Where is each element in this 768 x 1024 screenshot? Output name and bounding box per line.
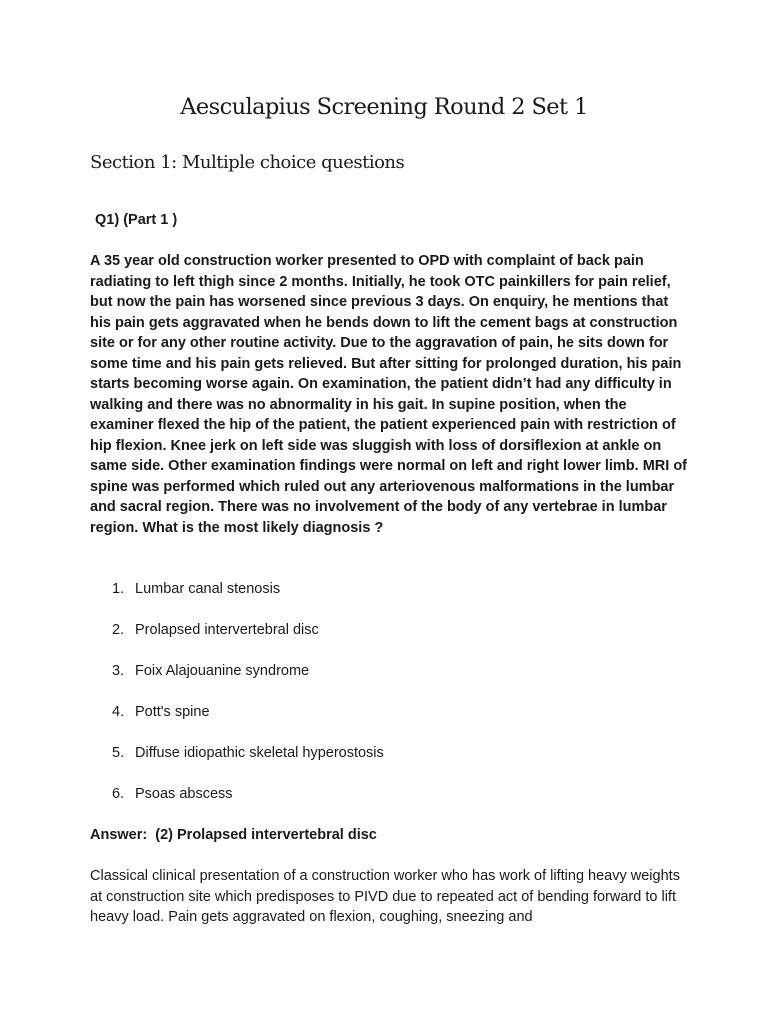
option-text: Psoas abscess [135, 786, 233, 802]
option-item [90, 579, 690, 620]
option-number: 6. [112, 786, 125, 802]
option-item [90, 620, 690, 661]
answer-explanation: Classical clinical presentation of a construction worker who has work of lifting heavy weights at construction site which predisposes to PIVD due to repeated act of bending forward to lift heavy load. Pain gets aggravated on flexion, coughing, sneezing and [90, 868, 680, 925]
option-number: 1. [112, 581, 125, 597]
option-item [90, 702, 690, 743]
option-number: 5. [112, 745, 125, 761]
question-label: Q1) (Part 1 ) [95, 212, 178, 228]
option-item [90, 661, 690, 702]
answer-line: Answer: (2) Prolapsed intervertebral disc [90, 827, 377, 843]
option-number: 2. [112, 622, 125, 638]
option-text: Diffuse idiopathic skeletal hyperostosis [135, 745, 384, 761]
option-number: 4. [112, 704, 125, 720]
option-item [90, 743, 690, 784]
section-heading: Section 1: Multiple choice questions [90, 152, 405, 173]
option-text: Lumbar canal stenosis [135, 581, 281, 597]
document-title: Aesculapius Screening Round 2 Set 1 [180, 94, 588, 120]
option-text: Prolapsed intervertebral disc [135, 622, 319, 638]
option-number: 3. [112, 663, 125, 679]
option-text: Pott's spine [135, 704, 210, 720]
answer-options-list [90, 579, 690, 825]
option-item [90, 784, 690, 825]
question-text: A 35 year old construction worker presented to OPD with complaint of back pain radiating to left thigh since 2 months. Initially, he took OTC painkillers for pain relief, but now the pain has worsened since previous 3 days. On enquiry, he mentions that his pain gets aggravated when he bends down to lift the cement bags at construction site or for any other routine activity. Due to the aggravation of pain, he sits down for some time and his pain gets relieved. But after sitting for prolonged duration, his pain starts becoming worse again. On examination, the patient didn’t had any difficulty in walking and there was no abnormality in his gait. In supine position, when the examiner flexed the hip of the patient, the patient experienced pain with restriction of hip flexion. Knee jerk on left side was sluggish with loss of dorsiflexion at ankle on same side. Other examination findings were normal on left and right lower limb. MRI of spine was performed which ruled out any arteriovenous malformations in the lumbar and sacral region. There was no involvement of the body of any vertebrae in lumbar region. What is the most likely diagnosis ? [90, 253, 688, 536]
option-text: Foix Alajouanine syndrome [135, 663, 310, 679]
